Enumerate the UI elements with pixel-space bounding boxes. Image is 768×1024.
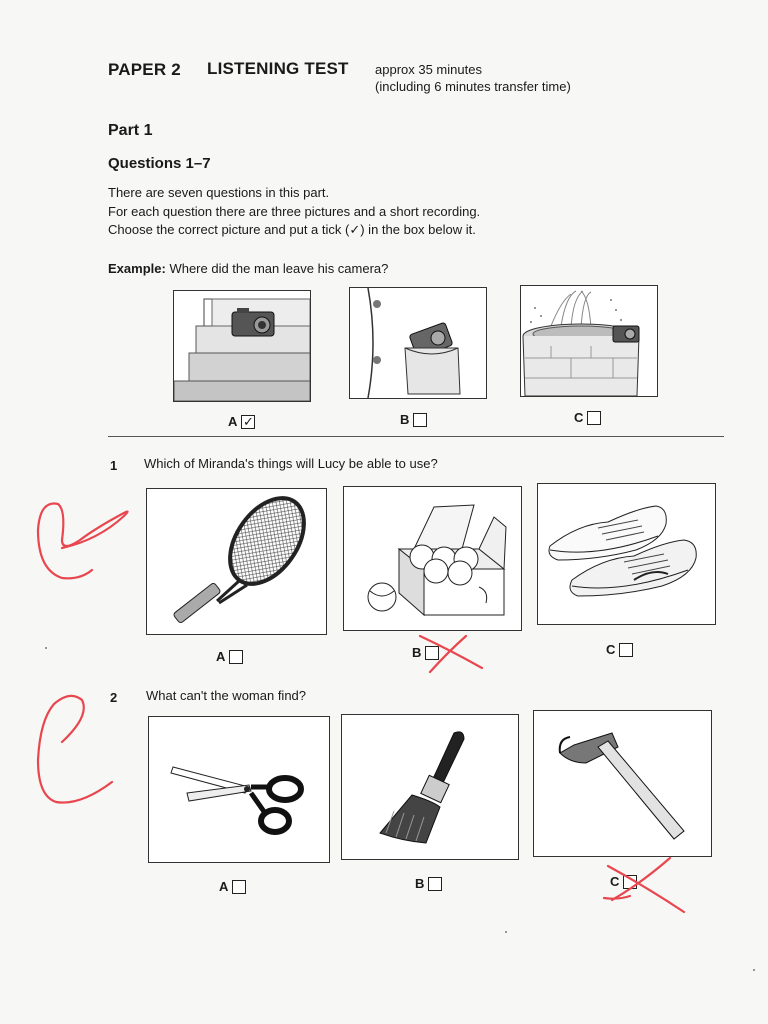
option-letter: A <box>228 414 238 429</box>
instruction-line-3: Choose the correct picture and put a tick (✓) in the box below it. <box>108 222 476 237</box>
option-letter: B <box>415 876 425 891</box>
duration-line-1: approx 35 minutes <box>375 62 482 77</box>
part-heading: Part 1 <box>108 122 153 139</box>
paper-label: PAPER 2 <box>108 60 181 79</box>
tick-box[interactable]: ✓ <box>242 414 254 429</box>
instruction-line-2: For each question there are three pictures and a short recording. <box>108 203 481 219</box>
option-letter: A <box>216 649 226 664</box>
questions-range: Questions 1–7 <box>108 155 211 172</box>
handwritten-answer-q1 <box>38 504 128 579</box>
question-1-number: 1 <box>110 458 118 473</box>
option-letter: C <box>606 642 616 657</box>
instruction-line-1: There are seven questions in this part. <box>108 185 330 200</box>
cross-mark-q2-c <box>608 858 684 912</box>
duration-line-2: (including 6 minutes transfer time) <box>375 79 571 94</box>
handwritten-answer-q2 <box>38 696 112 803</box>
question-2-text: What can't the woman find? <box>146 688 307 703</box>
cross-mark-q1-b <box>420 636 482 672</box>
example-label: Example: <box>108 261 166 276</box>
speck <box>753 969 755 971</box>
option-letter: B <box>400 412 410 427</box>
question-1-text: Which of Miranda's things will Lucy be able to use? <box>144 456 438 471</box>
speck <box>45 647 47 649</box>
example-text: Where did the man leave his camera? <box>169 261 389 276</box>
speck <box>505 931 507 933</box>
option-letter: C <box>574 410 584 425</box>
question-2-number: 2 <box>110 690 118 705</box>
test-title: LISTENING TEST <box>207 59 349 78</box>
option-letter: A <box>219 879 229 894</box>
option-letter: B <box>412 645 422 660</box>
option-letter: C <box>610 874 620 889</box>
